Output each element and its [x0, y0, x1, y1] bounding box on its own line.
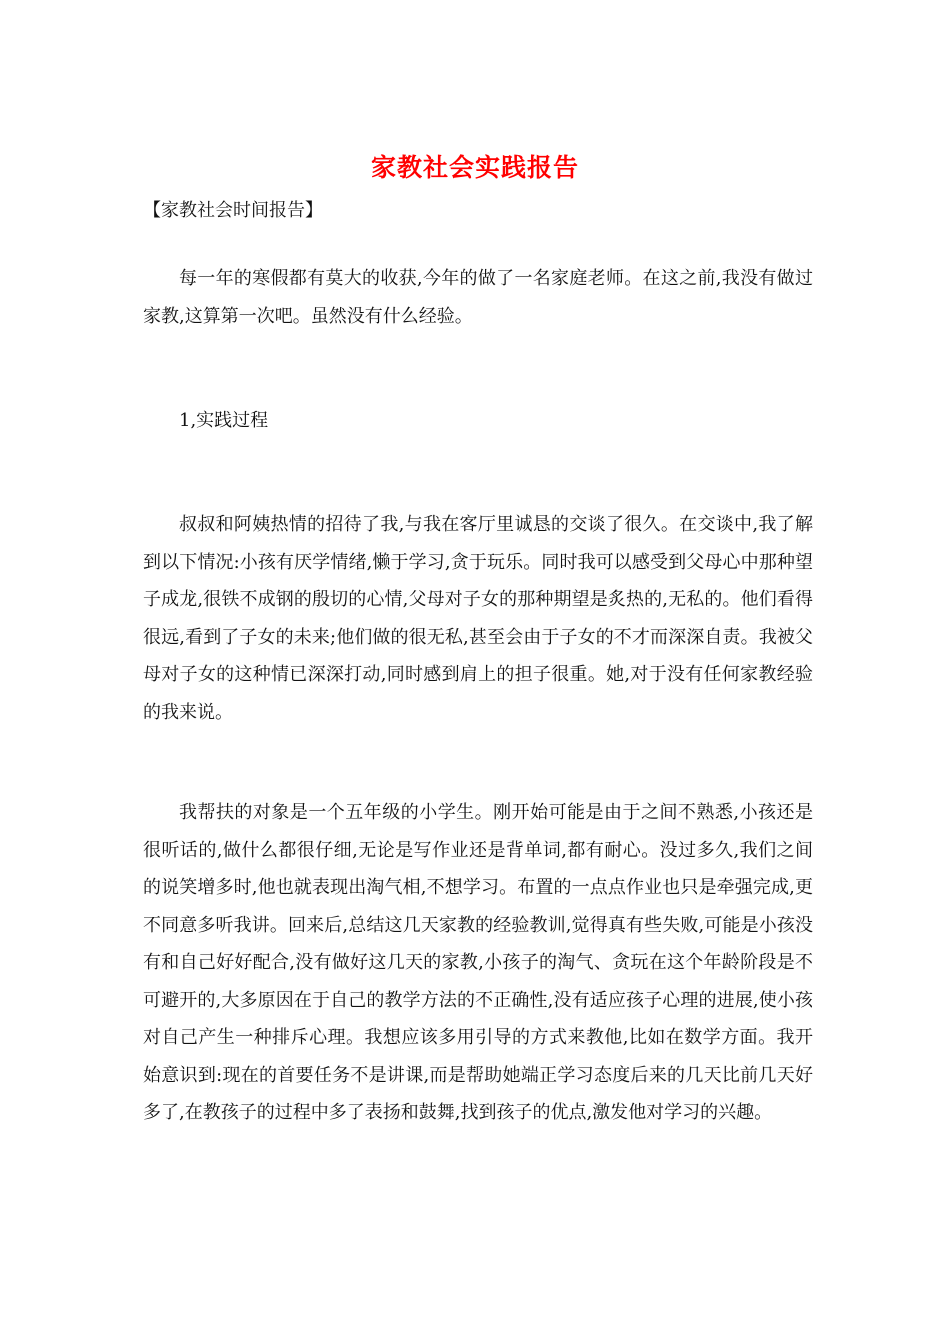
- paragraph-family-meeting: 叔叔和阿姨热情的招待了我,与我在客厅里诚恳的交谈了很久。在交谈中,我了解到以下情况:小孩有厌学情绪,懒于学习,贪于玩乐。同时我可以感受到父母心中那种望子成龙,很铁不成钢的殷切的心情,父母对子女的那种期望是炙热的,无私的。他们看得很远,看到了子女的未来;他们做的很无私,甚至会由于子女的不才而深深自责。我被父母对子女的这种情已深深打动,同时感到肩上的担子很重。她,对于没有任何家教经验的我来说。: [143, 514, 813, 723]
- section-heading-practice-process: 1,实践过程: [179, 410, 269, 431]
- document-title: 家教社会实践报告: [370, 153, 579, 182]
- paragraph-intro: 每一年的寒假都有莫大的收获,今年的做了一名家庭老师。在这之前,我没有做过家教,这算第一次吧。虽然没有什么经验。: [143, 268, 813, 327]
- paragraph-tutoring-experience: 我帮扶的对象是一个五年级的小学生。刚开始可能是由于之间不熟悉,小孩还是很听话的,做什么都很仔细,无论是写作业还是背单词,都有耐心。没过多久,我们之间的说笑增多时,他也就表现出淘气相,不想学习。布置的一点点作业也只是牵强完成,更不同意多听我讲。回来后,总结这几天家教的经验教训,觉得真有些失败,可能是小孩没有和自己好好配合,没有做好这几天的家教,小孩子的淘气、贪玩在这个年龄阶段是不可避开的,大多原因在于自己的教学方法的不正确性,没有适应孩子心理的进展,使小孩对自己产生一种排斥心理。我想应该多用引导的方式来教他,比如在数学方面。我开始意识到:现在的首要任务不是讲课,而是帮助她端正学习态度后来的几天比前几天好多了,在教孩子的过程中多了表扬和鼓舞,找到孩子的优点,激发他对学习的兴趣。: [143, 802, 813, 1123]
- document-subtitle: 【家教社会时间报告】: [143, 200, 323, 221]
